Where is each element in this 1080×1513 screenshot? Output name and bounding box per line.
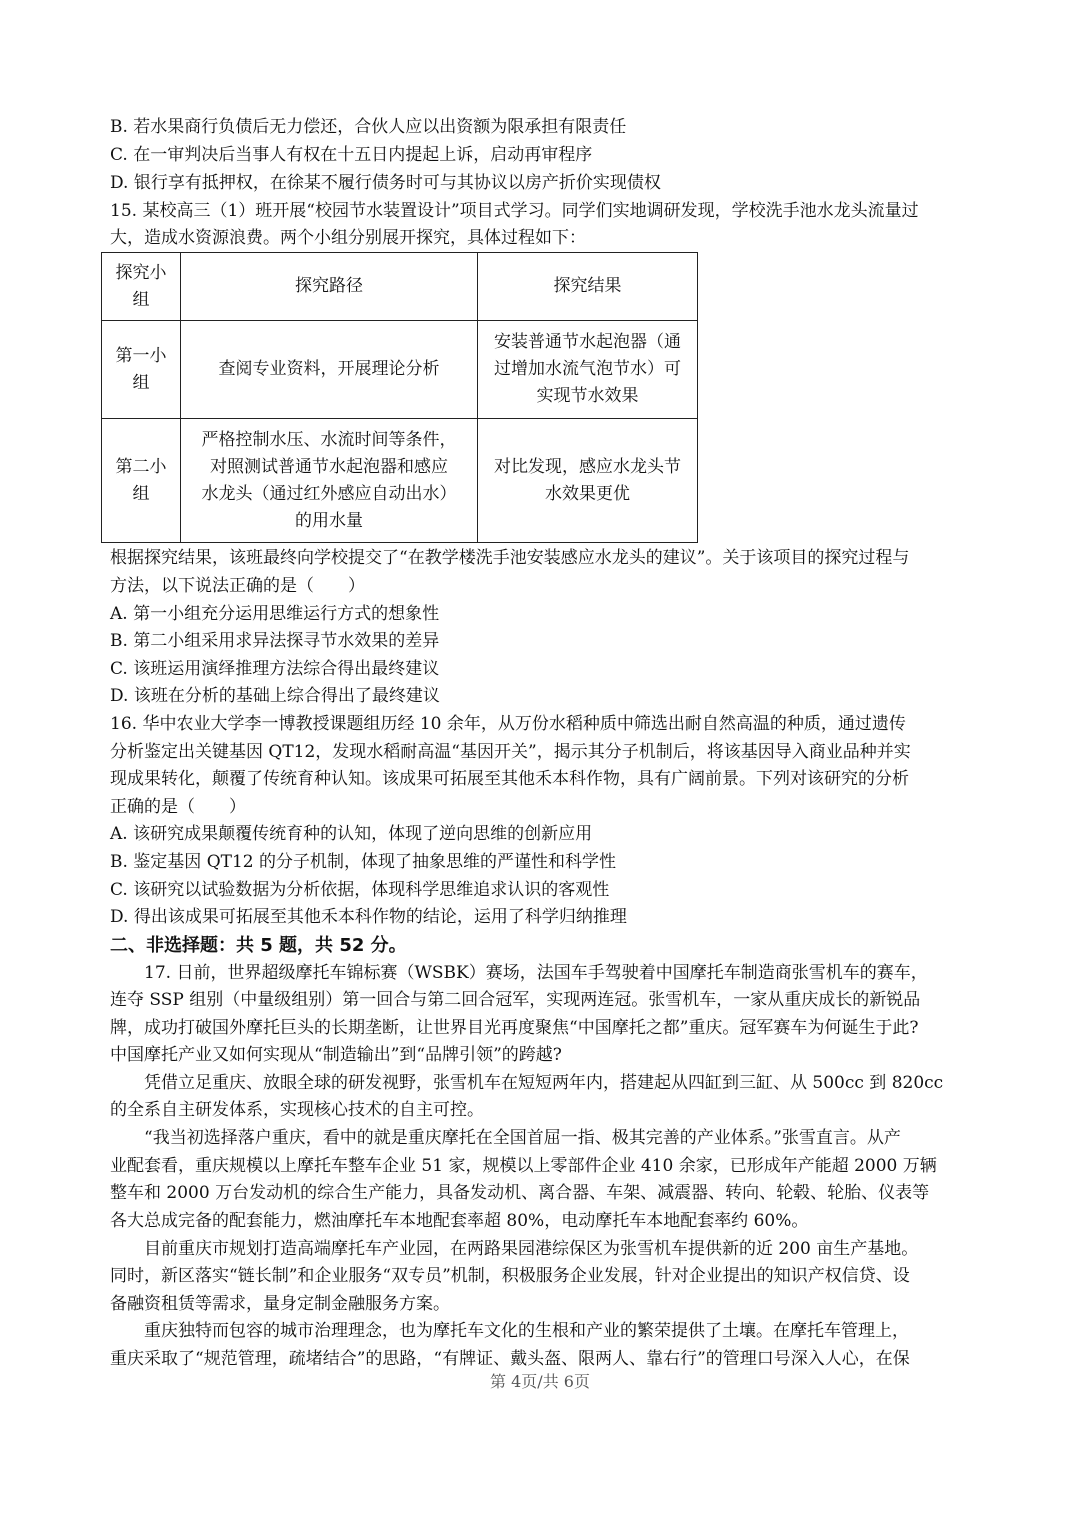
- table-header-cell: 探究结果: [478, 253, 698, 321]
- passage-line: 各大总成完备的配套能力，燃油摩托车本地配套率超 80%，电动摩托车本地配套率约 60%。: [110, 1211, 809, 1231]
- passage-line: 凭借立足重庆、放眼全球的研发视野，张雪机车在短短两年内，搭建起从四缸到三缸、从 500cc 到 820cc: [144, 1073, 944, 1093]
- passage-line: 同时，新区落实“链长制”和企业服务“双专员”机制，积极服务企业发展，针对企业提出的知识产权信贷、设: [110, 1266, 910, 1286]
- option-line: B. 若水果商行负债后无力偿还，合伙人应以出资额为限承担有限责任: [110, 117, 627, 137]
- passage-line: 重庆采取了“规范管理，疏堵结合”的思路，“有牌证、戴头盔、限两人、靠右行”的管理口号深入人心，在保: [110, 1349, 910, 1369]
- table-cell: 查阅专业资料，开展理论分析: [181, 321, 478, 419]
- section-title: 二、非选择题：共 5 题，共 52 分。: [110, 935, 407, 956]
- passage-line: 备融资租赁等需求，量身定制金融服务方案。: [110, 1294, 450, 1314]
- option-line: A. 该研究成果颠覆传统育种的认知，体现了逆向思维的创新应用: [110, 824, 593, 844]
- option-line: B. 鉴定基因 QT12 的分子机制，体现了抽象思维的严谨性和科学性: [110, 852, 617, 872]
- option-line: D. 银行享有抵押权，在徐某不履行债务时可与其协议以房产折价实现债权: [110, 173, 661, 193]
- question-15-stem: 根据探究结果，该班最终向学校提交了“在教学楼洗手池安装感应水龙头的建议”。关于该项目的探究过程与: [110, 548, 910, 568]
- passage-line: 目前重庆市规划打造高端摩托车产业园，在两路果园港综保区为张雪机车提供新的近 200 亩生产基地。: [144, 1239, 919, 1259]
- option-line: B. 第二小组采用求异法探寻节水效果的差异: [110, 631, 440, 651]
- table-row: [102, 419, 698, 543]
- table-row: [102, 321, 698, 419]
- option-line: C. 该研究以试验数据为分析依据，体现科学思维追求认识的客观性: [110, 880, 610, 900]
- question-15-stem: 方法，以下说法正确的是（ ）: [110, 576, 365, 596]
- page-number: 第 4页/共 6页: [490, 1372, 590, 1391]
- passage-line: 17. 日前，世界超级摩托车锦标赛（WSBK）赛场，法国车手驾驶着中国摩托车制造商张雪机车的赛车，: [144, 963, 928, 983]
- question-15-text: 大，造成水资源浪费。两个小组分别展开探究，具体过程如下：: [110, 228, 586, 248]
- option-line: C. 该班运用演绎推理方法综合得出最终建议: [110, 659, 440, 679]
- option-line: A. 第一小组充分运用思维运行方式的想象性: [110, 604, 440, 624]
- table-cell: 第二小 组: [102, 419, 181, 543]
- passage-line: “我当初选择落户重庆，看中的就是重庆摩托在全国首屈一指、极其完善的产业体系。”张雪直言。从产: [144, 1128, 901, 1148]
- passage-line: 重庆独特而包容的城市治理理念，也为摩托车文化的生根和产业的繁荣提供了土壤。在摩托车管理上，: [144, 1321, 909, 1341]
- question-16-text: 现成果转化，颠覆了传统育种认知。该成果可拓展至其他禾本科作物，具有广阔前景。下列对该研究的分析: [110, 769, 909, 789]
- table-header-row: [102, 253, 698, 321]
- table-cell: 对比发现，感应水龙头节 水效果更优: [478, 419, 698, 543]
- probe-table: [101, 252, 698, 543]
- table-header-cell: 探究路径: [181, 253, 478, 321]
- passage-line: 连夺 SSP 组别（中量级组别）第一回合与第二回合冠军，实现两连冠。张雪机车，一家从重庆成长的新锐品: [110, 990, 921, 1010]
- table-cell: 第一小 组: [102, 321, 181, 419]
- question-16-text: 16. 华中农业大学李一博教授课题组历经 10 余年，从万份水稻种质中筛选出耐自然高温的种质，通过遗传: [110, 714, 906, 734]
- question-16-text: 正确的是（ ）: [110, 797, 246, 817]
- passage-line: 中国摩托产业又如何实现从“制造输出”到“品牌引领”的跨越?: [110, 1045, 562, 1065]
- table-cell: 严格控制水压、水流时间等条件， 对照测试普通节水起泡器和感应 水龙头（通过红外感应自动出水） 的用水量: [181, 419, 478, 543]
- option-line: D. 得出该成果可拓展至其他禾本科作物的结论，运用了科学归纳推理: [110, 907, 627, 927]
- passage-line: 的全系自主研发体系，实现核心技术的自主可控。: [110, 1100, 484, 1120]
- question-15-text: 15. 某校高三（1）班开展“校园节水装置设计”项目式学习。同学们实地调研发现，学校洗手池水龙头流量过: [110, 201, 919, 221]
- option-line: D. 该班在分析的基础上综合得出了最终建议: [110, 686, 440, 706]
- option-line: C. 在一审判决后当事人有权在十五日内提起上诉，启动再审程序: [110, 145, 593, 165]
- passage-line: 业配套看，重庆规模以上摩托车整车企业 51 家，规模以上零部件企业 410 余家，已形成年产能超 2000 万辆: [110, 1156, 937, 1176]
- table-cell: 安装普通节水起泡器（通 过增加水流气泡节水）可 实现节水效果: [478, 321, 698, 419]
- passage-line: 整车和 2000 万台发动机的综合生产能力，具备发动机、离合器、车架、减震器、转向、轮毂、轮胎、仪表等: [110, 1183, 930, 1203]
- table-header-cell: 探究小 组: [102, 253, 181, 321]
- question-16-text: 分析鉴定出关键基因 QT12，发现水稻耐高温“基因开关”，揭示其分子机制后，将该基因导入商业品种并实: [110, 742, 911, 762]
- passage-line: 牌，成功打破国外摩托巨头的长期垄断，让世界目光再度聚焦“中国摩托之都”重庆。冠军赛车为何诞生于此?: [110, 1018, 919, 1038]
